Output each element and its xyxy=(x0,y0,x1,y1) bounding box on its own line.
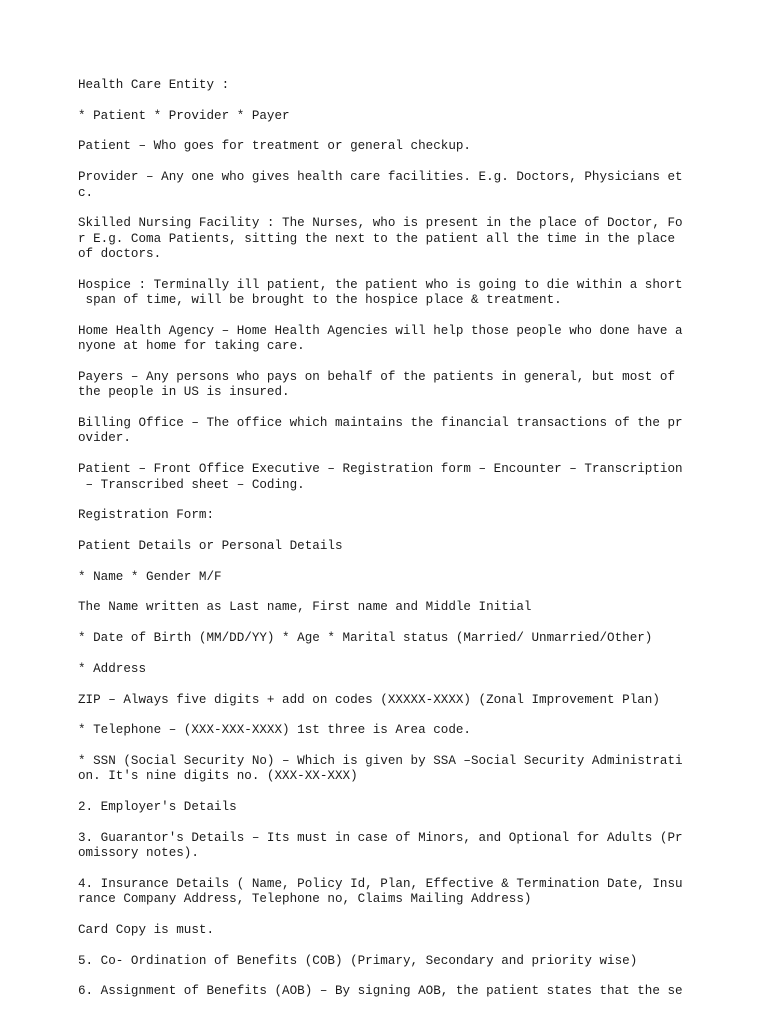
hospice-definition: Hospice : Terminally ill patient, the patient who is going to die within a short span of time, will be brought to the hospice place & treatment. xyxy=(78,277,683,308)
name-format-note: The Name written as Last name, First name and Middle Initial xyxy=(78,600,532,615)
heading-health-care-entity: Health Care Entity : xyxy=(78,78,230,92)
billing-office-definition: Billing Office – The office which maintains the financial transactions of the pr ovider. xyxy=(78,416,683,446)
provider-definition: Provider – Any one who gives health care facilities. E.g. Doctors, Physicians et c. xyxy=(78,170,683,200)
guarantor-details-item: 3. Guarantor's Details – Its must in case of Minors, and Optional for Adults (Pr omissory notes). xyxy=(78,830,683,861)
payers-definition: Payers – Any persons who pays on behalf of the patients in general, but most of the people in US is insured. xyxy=(78,369,676,400)
home-health-agency-definition: Home Health Agency – Home Health Agencies will help those people who done have a nyone at home for taking care. xyxy=(78,323,683,354)
address-item: * Address xyxy=(78,661,147,676)
heading-registration-form: Registration Form: xyxy=(78,508,215,523)
ssn-item: * SSN (Social Security No) – Which is given by SSA –Social Security Administrati on. It's nine digits no. (XXX-XX-XXX) xyxy=(78,753,683,784)
employer-details-item: 2. Employer's Details xyxy=(78,800,237,815)
patient-workflow: Patient – Front Office Executive – Registration form – Encounter – Transcription – Transcribed sheet – Coding. xyxy=(78,462,683,492)
zip-note: ZIP – Always five digits + add on codes (XXXXX-XXXX) (Zonal Improvement Plan) xyxy=(78,692,660,707)
name-gender-item: * Name * Gender M/F xyxy=(78,569,222,584)
cob-item: 5. Co- Ordination of Benefits (COB) (Primary, Secondary and priority wise) xyxy=(78,953,638,968)
skilled-nursing-definition: Skilled Nursing Facility : The Nurses, who is present in the place of Doctor, Fo r E.g. Coma Patients, sitting the next to the patient all the time in the place of doctors. xyxy=(78,216,683,262)
heading-patient-details: Patient Details or Personal Details xyxy=(78,538,343,553)
dob-age-marital-item: * Date of Birth (MM/DD/YY) * Age * Marital status (Married/ Unmarried/Other) xyxy=(78,631,653,646)
aob-item: 6. Assignment of Benefits (AOB) – By signing AOB, the patient states that the se xyxy=(78,984,683,999)
card-copy-note: Card Copy is must. xyxy=(78,922,215,937)
telephone-item: * Telephone – (XXX-XXX-XXXX) 1st three is Area code. xyxy=(78,723,471,738)
document-body xyxy=(78,78,698,1015)
patient-definition: Patient – Who goes for treatment or general checkup. xyxy=(78,139,471,154)
entity-list: * Patient * Provider * Payer xyxy=(78,108,290,123)
insurance-details-item: 4. Insurance Details ( Name, Policy Id, Plan, Effective & Termination Date, Insu rance Company Address, Telephone no, Claims Mailing Address) xyxy=(78,876,683,907)
